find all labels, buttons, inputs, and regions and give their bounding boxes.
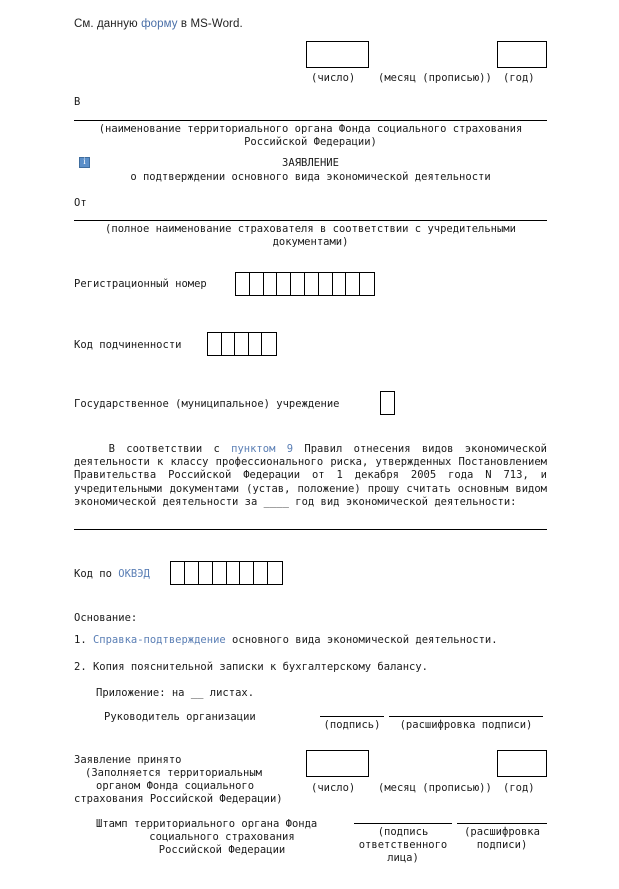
input-cell[interactable] [199,562,213,584]
header-day-label: (число) [311,72,356,84]
stamp-line-3: Российской Федерации [158,844,286,856]
acceptance-day-label: (число) [311,782,356,794]
applicant-caption-line2: документами) [272,236,349,248]
input-cell[interactable] [277,273,291,295]
stamp-transcript-rule[interactable] [457,823,547,824]
paragraph-segment-1: В соответствии с [108,443,232,455]
input-cell[interactable] [235,333,249,355]
input-cell[interactable] [222,333,236,355]
stamp-signature-caption-2: ответственного [358,839,448,851]
recipient-caption-line2: Российской Федерации) [244,136,377,148]
input-cell[interactable] [291,273,305,295]
registration-number-label: Регистрационный номер [74,278,207,290]
input-cell[interactable] [264,273,278,295]
stamp-transcript-caption-1: (расшифровка [464,826,540,838]
input-cell[interactable] [227,562,241,584]
ms-word-notice [74,18,243,30]
appendix-text: Приложение: на __ листах. [96,687,255,699]
stamp-signature-caption-1: (подпись [377,826,429,838]
okved-code-input[interactable] [170,561,283,585]
input-cell[interactable] [268,562,282,584]
activity-type-rule[interactable] [74,529,547,530]
input-cell[interactable] [213,562,227,584]
applicant-caption-line1: (полное наименование страхователя в соответствии с учредительными [105,223,516,235]
okved-label-text: Код по [74,568,119,580]
input-cell[interactable] [360,273,374,295]
organization-head-label: Руководитель организации [104,711,256,723]
acceptance-day-box[interactable] [306,750,369,777]
paragraph-segment-2: Правил отнесения видов экономической деятельности к классу профессионального риска, утвержденных Постановлением Правительства Российской Федерации от 1 декабря 2005 года N 713, и учредительными документами (устав, положение) прошу считать основным видом экономической деятельности за ____ год вид экономической деятельности: [74,443,547,508]
input-cell[interactable] [346,273,360,295]
stamp-line-1: Штамп территориального органа Фонда [96,818,318,830]
input-cell[interactable] [262,333,276,355]
grounds-item-1-text: основного вида экономической деятельности. [225,634,498,646]
subordination-code-input[interactable] [207,332,277,356]
input-cell[interactable] [305,273,319,295]
acceptance-month-label: (месяц (прописью)) [378,782,492,794]
acceptance-year-box[interactable] [497,750,547,777]
transcript-caption: (расшифровка подписи) [399,719,533,731]
notice-text-after: в MS-Word. [177,18,243,30]
document-subtitle: о подтверждении основного вида экономической деятельности [130,171,491,183]
state-institution-checkbox[interactable] [380,391,395,415]
applicant-rule[interactable] [74,220,547,221]
okved-link[interactable]: ОКВЭД [118,568,150,580]
okved-label [74,568,150,581]
recipient-caption-line1: (наименование территориального органа Фонда социального страхования [98,123,523,135]
grounds-heading: Основание: [74,612,138,624]
registration-number-input[interactable] [235,272,375,296]
header-day-box[interactable] [306,41,369,68]
grounds-item-2: 2. Копия пояснительной записки к бухгалтерскому балансу. [74,661,429,673]
acceptance-line-1: Заявление принято [74,754,182,766]
stamp-transcript-caption-2: подписи) [476,839,528,851]
transcript-rule[interactable] [389,716,543,717]
recipient-rule[interactable] [74,120,547,121]
spravka-link[interactable]: Справка-подтверждение [92,634,226,646]
input-cell[interactable] [236,273,250,295]
acceptance-line-3: органом Фонда социального [96,780,255,792]
acceptance-line-4: страхования Российской Федерации) [74,793,283,805]
punkt-9-link[interactable]: пунктом 9 [231,443,294,455]
subordination-code-label: Код подчиненности [74,339,182,351]
document-title: ЗАЯВЛЕНИЕ [282,157,339,169]
acceptance-line-2: (Заполняется территориальным [85,767,263,779]
notice-text-before: См. данную [74,18,142,30]
input-cell[interactable] [171,562,185,584]
input-cell[interactable] [240,562,254,584]
input-cell[interactable] [381,392,394,414]
header-year-box[interactable] [497,41,547,68]
signature-rule[interactable] [320,716,384,717]
main-body-paragraph [74,443,547,509]
signature-caption: (подпись) [323,719,381,731]
input-cell[interactable] [333,273,347,295]
applicant-prefix: От [74,197,87,209]
stamp-signature-caption-3: лица) [387,852,419,864]
header-month-label: (месяц (прописью)) [378,72,492,84]
ms-word-form-link[interactable]: форму [141,18,178,30]
input-cell[interactable] [185,562,199,584]
grounds-item-1 [74,634,547,647]
input-cell[interactable] [249,333,263,355]
input-cell[interactable] [319,273,333,295]
state-institution-label: Государственное (муниципальное) учреждение [74,398,340,410]
input-cell[interactable] [250,273,264,295]
input-cell[interactable] [254,562,268,584]
recipient-prefix: В [74,96,81,108]
input-cell[interactable] [208,333,222,355]
acceptance-year-label: (год) [503,782,535,794]
stamp-signature-rule[interactable] [354,823,452,824]
grounds-item-1-number: 1. [74,634,93,646]
stamp-line-2: социального страхования [149,831,295,843]
header-year-label: (год) [503,72,535,84]
